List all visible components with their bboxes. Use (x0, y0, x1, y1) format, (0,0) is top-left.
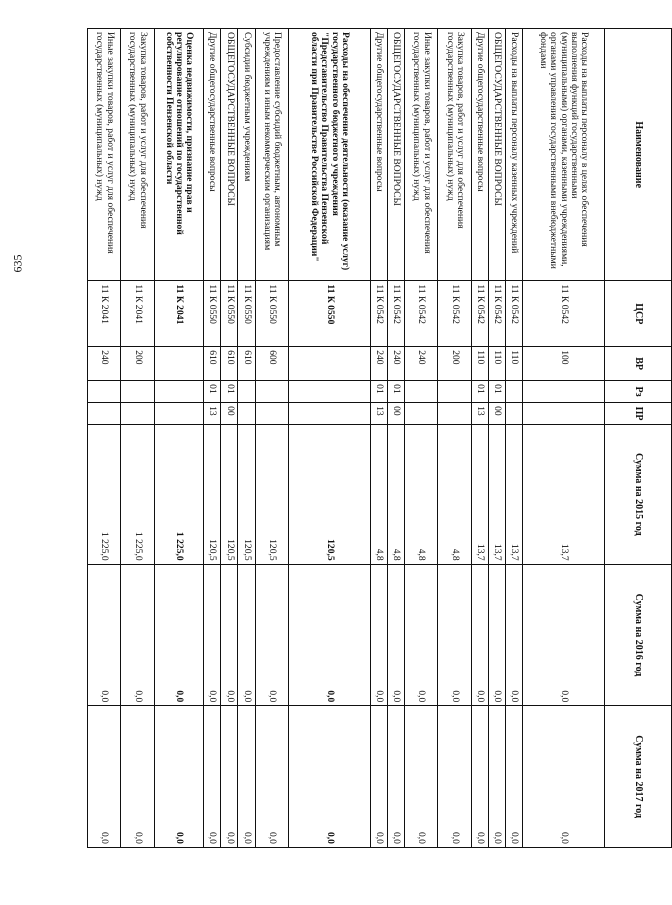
cell-rz (289, 380, 370, 402)
cell-rz (121, 380, 153, 402)
cell-csr: 11 К 0542 (506, 280, 522, 346)
table-row (121, 29, 154, 847)
cell-vr: 110 (472, 346, 488, 380)
cell-sum-2015: 13,7 (472, 424, 488, 564)
table-row (204, 29, 221, 847)
cell-rz (405, 380, 437, 402)
cell-pr: 13 (472, 402, 488, 424)
cell-sum-2017: 0,0 (155, 705, 203, 847)
header-vr: ВР (605, 346, 671, 380)
cell-sum-2016: 0,0 (438, 564, 470, 706)
cell-sum-2016: 0,0 (289, 564, 370, 706)
cell-sum-2015: 4,8 (438, 424, 470, 564)
cell-csr: 11 К 2041 (155, 280, 203, 346)
cell-sum-2016: 0,0 (155, 564, 203, 706)
cell-pr (405, 402, 437, 424)
table-row (523, 29, 605, 847)
cell-pr: 00 (489, 402, 505, 424)
cell-sum-2017: 0,0 (204, 705, 220, 847)
cell-sum-2017: 0,0 (371, 705, 387, 847)
cell-vr: 600 (256, 346, 288, 380)
cell-name: Расходы на обеспечение деятельности (оказание услуг) государственного бюджетного учреждения "Представительство Правительства Пензенской области при Правительстве Российской Федерации" (308, 32, 352, 271)
cell-sum-2015: 1 225,0 (121, 424, 153, 564)
table-row (388, 29, 405, 847)
table-row (371, 29, 388, 847)
cell-rz: 01 (489, 380, 505, 402)
cell-rz: 01 (388, 380, 404, 402)
cell-csr: 11 К 0542 (371, 280, 387, 346)
cell-vr: 110 (506, 346, 522, 380)
cell-vr: 200 (438, 346, 470, 380)
cell-rz (256, 380, 288, 402)
rotated-page (0, 28, 672, 844)
cell-rz (438, 380, 470, 402)
cell-sum-2016: 0,0 (256, 564, 288, 706)
cell-sum-2016: 0,0 (371, 564, 387, 706)
cell-sum-2017: 0,0 (221, 705, 237, 847)
cell-sum-2015: 120,5 (204, 424, 220, 564)
cell-csr: 11 К 0550 (238, 280, 254, 346)
cell-vr: 610 (204, 346, 220, 380)
cell-sum-2017: 0,0 (438, 705, 470, 847)
cell-sum-2016: 0,0 (506, 564, 522, 706)
cell-name: Другие общегосударственные вопросы (207, 32, 219, 192)
cell-csr: 11 К 0550 (289, 280, 370, 346)
cell-sum-2017: 0,0 (523, 705, 604, 847)
cell-csr: 11 К 2041 (121, 280, 153, 346)
cell-vr: 110 (489, 346, 505, 380)
cell-pr: 13 (204, 402, 220, 424)
cell-sum-2016: 0,0 (221, 564, 237, 706)
cell-rz: 01 (221, 380, 237, 402)
cell-pr (438, 402, 470, 424)
cell-name: ОБЩЕГОСУДАРСТВЕННЫЕ ВОПРОСЫ (391, 32, 403, 206)
table-row (256, 29, 289, 847)
page-number: 635 (10, 254, 25, 273)
cell-rz: 01 (371, 380, 387, 402)
cell-csr: 11 К 0550 (204, 280, 220, 346)
cell-vr: 100 (523, 346, 604, 380)
cell-rz (155, 380, 203, 402)
cell-sum-2016: 0,0 (472, 564, 488, 706)
cell-pr (256, 402, 288, 424)
cell-sum-2015: 1 225,0 (88, 424, 120, 564)
cell-pr: 13 (371, 402, 387, 424)
cell-rz (523, 380, 604, 402)
cell-csr: 11 К 2041 (88, 280, 120, 346)
cell-sum-2016: 0,0 (388, 564, 404, 706)
table-row (238, 29, 255, 847)
cell-vr: 240 (388, 346, 404, 380)
cell-sum-2015: 120,5 (221, 424, 237, 564)
cell-csr: 11 К 0542 (438, 280, 470, 346)
cell-vr: 240 (88, 346, 120, 380)
cell-rz (238, 380, 254, 402)
cell-sum-2017: 0,0 (405, 705, 437, 847)
cell-sum-2017: 0,0 (88, 705, 120, 847)
cell-csr: 11 К 0542 (405, 280, 437, 346)
cell-sum-2017: 0,0 (289, 705, 370, 847)
cell-name: Другие общегосударственные вопросы (474, 32, 486, 192)
header-sum-2015: Сумма на 2015 год (605, 424, 671, 564)
cell-name: Расходы на выплаты персоналу в целях обеспечения выполнения функций государственными (муниципальными) органами, казенными учреждениями, органами управления государственными внебюджетными фондами (538, 32, 591, 269)
cell-pr (523, 402, 604, 424)
cell-sum-2017: 0,0 (506, 705, 522, 847)
cell-name: Предоставление субсидий бюджетным, автономным учреждениям и иным некоммерческим организациям (261, 32, 284, 251)
cell-sum-2015: 120,5 (256, 424, 288, 564)
cell-name: Иные закупки товаров, работ и услуг для обеспечения государственных (муниципальных) нужд (94, 32, 116, 254)
cell-rz (88, 380, 120, 402)
cell-vr: 610 (238, 346, 254, 380)
cell-sum-2015: 120,5 (289, 424, 370, 564)
cell-csr: 11 К 0550 (256, 280, 288, 346)
cell-vr (289, 346, 370, 380)
cell-name: Субсидии бюджетным учреждениям (241, 32, 253, 182)
cell-sum-2016: 0,0 (523, 564, 604, 706)
cell-sum-2016: 0,0 (238, 564, 254, 706)
cell-csr: 11 К 0542 (489, 280, 505, 346)
cell-rz: 01 (472, 380, 488, 402)
cell-sum-2015: 4,8 (371, 424, 387, 564)
table-row (438, 29, 471, 847)
header-pr: ПР (605, 402, 671, 424)
cell-sum-2015: 13,7 (489, 424, 505, 564)
cell-sum-2017: 0,0 (472, 705, 488, 847)
table-header-row (605, 29, 671, 847)
cell-pr (155, 402, 203, 424)
cell-name: Закупка товаров, работ и услуг для обеспечения государственных (муниципальных) нужд (127, 32, 149, 229)
cell-sum-2016: 0,0 (121, 564, 153, 706)
cell-vr: 200 (121, 346, 153, 380)
cell-pr: 00 (221, 402, 237, 424)
cell-pr (238, 402, 254, 424)
cell-name: Закупка товаров, работ и услуг для обеспечения государственных (муниципальных) нужд (444, 32, 466, 229)
cell-sum-2015: 120,5 (238, 424, 254, 564)
table-row (221, 29, 238, 847)
table-row (289, 29, 371, 847)
cell-vr: 240 (405, 346, 437, 380)
cell-rz: 01 (204, 380, 220, 402)
cell-pr: 00 (388, 402, 404, 424)
cell-name: Другие общегосударственные вопросы (374, 32, 386, 192)
header-sum-2017: Сумма на 2017 год (605, 705, 671, 847)
table-row (506, 29, 523, 847)
cell-sum-2016: 0,0 (489, 564, 505, 706)
cell-sum-2016: 0,0 (88, 564, 120, 706)
cell-vr: 610 (221, 346, 237, 380)
cell-pr (121, 402, 153, 424)
cell-sum-2017: 0,0 (388, 705, 404, 847)
cell-name: Иные закупки товаров, работ и услуг для обеспечения государственных (муниципальных) нужд (411, 32, 433, 254)
budget-table (87, 28, 672, 848)
cell-pr (289, 402, 370, 424)
cell-sum-2015: 13,7 (506, 424, 522, 564)
cell-sum-2017: 0,0 (238, 705, 254, 847)
cell-sum-2015: 1 225,0 (155, 424, 203, 564)
cell-name: Оценка недвижимости, признание прав и регулирование отношений по государственной собственности Пензенской области (163, 32, 196, 235)
table-row (472, 29, 489, 847)
cell-csr: 11 К 0542 (388, 280, 404, 346)
cell-vr: 240 (371, 346, 387, 380)
cell-sum-2017: 0,0 (121, 705, 153, 847)
cell-sum-2015: 4,8 (388, 424, 404, 564)
cell-sum-2017: 0,0 (256, 705, 288, 847)
header-rz: Рз (605, 380, 671, 402)
cell-csr: 11 К 0542 (523, 280, 604, 346)
cell-pr (506, 402, 522, 424)
table-row (155, 29, 204, 847)
header-csr: ЦСР (605, 280, 671, 346)
cell-sum-2015: 4,8 (405, 424, 437, 564)
cell-sum-2015: 13,7 (523, 424, 604, 564)
cell-rz (506, 380, 522, 402)
cell-name: ОБЩЕГОСУДАРСТВЕННЫЕ ВОПРОСЫ (224, 32, 236, 206)
header-name: Наименование (633, 121, 645, 189)
cell-csr: 11 К 0542 (472, 280, 488, 346)
cell-name: Расходы на выплаты персоналу казенных учреждений (509, 32, 521, 254)
header-sum-2016: Сумма на 2016 год (605, 564, 671, 706)
table-row (405, 29, 438, 847)
table-row (88, 29, 121, 847)
cell-sum-2017: 0,0 (489, 705, 505, 847)
cell-csr: 11 К 0550 (221, 280, 237, 346)
cell-sum-2016: 0,0 (204, 564, 220, 706)
cell-sum-2016: 0,0 (405, 564, 437, 706)
table-row (489, 29, 506, 847)
cell-pr (88, 402, 120, 424)
cell-vr (155, 346, 203, 380)
cell-name: ОБЩЕГОСУДАРСТВЕННЫЕ ВОПРОСЫ (492, 32, 504, 206)
